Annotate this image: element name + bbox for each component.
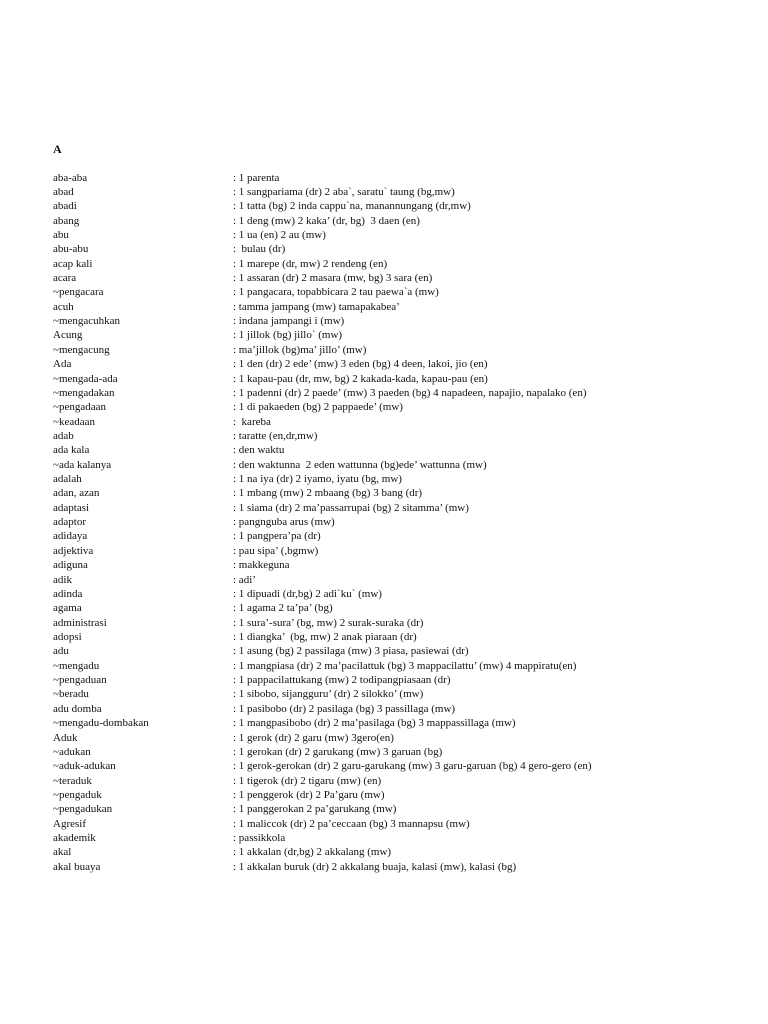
dictionary-entry [53,802,753,816]
entry-term: abang [53,214,80,227]
entry-definition: : 1 assaran (dr) 2 masara (mw, bg) 3 sara (en) [233,272,433,285]
entry-definition: : 1 panggerokan 2 pa’garukang (mw) [233,803,397,816]
entry-term: acap kali [53,257,93,270]
entry-definition: : 1 sibobo, sijangguru’ (dr) 2 silokko’ (mw) [233,688,424,701]
entry-term: abad [53,185,74,198]
dictionary-entry [53,501,753,515]
entry-term: adik [53,573,72,586]
entry-term: adiguna [53,559,88,572]
entry-definition: : pau sipa’ (,bgmw) [233,544,319,557]
entry-term: adalah [53,473,82,486]
entry-definition: : 1 mbang (mw) 2 mbaang (bg) 3 bang (dr) [233,487,423,500]
dictionary-entry [53,573,753,587]
dictionary-entry [53,242,753,256]
entry-definition: : indana jampangi i (mw) [233,315,345,328]
entry-term: adopsi [53,631,82,643]
dictionary-entry [53,271,753,285]
dictionary-entry [53,429,753,443]
entry-term: abadi [53,200,77,213]
dictionary-entry [53,529,753,543]
entry-term: ~pengaduan [53,674,107,687]
dictionary-entry [53,515,753,529]
dictionary-entry [53,630,753,644]
entry-definition: : kareba [233,415,271,428]
entry-term: Agresif [53,817,86,830]
entry-term: ~mengadu [53,659,100,672]
entry-term: acuh [53,300,74,313]
entry-term: akademik [53,832,96,845]
dictionary-entry [53,171,753,185]
entry-term: Acung [53,329,83,342]
entry-term: akal buaya [53,860,101,873]
entry-definition: : 1 di pakaeden (bg) 2 pappaede’ (mw) [233,401,403,414]
dictionary-entry [53,716,753,730]
dictionary-entry [53,285,753,299]
dictionary-entry [53,458,753,472]
entry-definition: : ma’jillok (bg)ma’ jillo’ (mw) [233,343,367,356]
entry-term: ~mengadu-dombakan [53,717,149,730]
entry-definition: : 1 mangpasibobo (dr) 2 ma’pasilaga (bg) 3 mappassillaga (mw) [233,717,516,730]
entry-definition: : 1 agama 2 ta’pa’ (bg) [233,602,333,615]
entry-term: ~teraduk [53,774,92,787]
dictionary-entry [53,817,753,831]
entry-term: abu [53,228,69,241]
entry-definition: : 1 penggerok (dr) 2 Pa’garu (mw) [233,788,385,801]
entry-term: adan, azan [53,487,100,500]
dictionary-entry [53,400,753,414]
dictionary-entry [53,199,753,213]
dictionary-entry [53,731,753,745]
entry-term: ~keadaan [53,415,95,428]
entry-definition: : passikkola [233,832,286,845]
dictionary-entry [53,314,753,328]
dictionary-entry [53,443,753,457]
entry-definition: : 1 kapau-pau (dr, mw, bg) 2 kakada-kada, kapau-pau (en) [233,372,488,385]
entry-term: agama [53,602,82,615]
entry-definition: : 1 gerok (dr) 2 garu (mw) 3gero(en) [233,731,394,744]
entry-definition: : 1 pangpera’pa (dr) [233,530,321,543]
dictionary-entry [53,702,753,716]
entry-term: ~pengadaan [53,401,106,414]
entry-definition: : 1 maliccok (dr) 2 pa’ceccaan (bg) 3 mannapsu (mw) [233,817,470,830]
entry-term: ~ada kalanya [53,458,112,471]
section-letter-heading: A [53,142,62,156]
dictionary-entry [53,372,753,386]
dictionary-entry [53,644,753,658]
entry-definition: : 1 pappacilattukang (mw) 2 todipangpiasaan (dr) [233,674,451,687]
dictionary-entry [53,357,753,371]
dictionary-entry [53,601,753,615]
dictionary-entry [53,587,753,601]
entry-definition: : den waktunna 2 eden wattunna (bg)ede’ wattunna (mw) [233,458,487,471]
dictionary-entry-list [53,171,753,875]
dictionary-entry [53,774,753,788]
entry-term: ~mengacuhkan [53,315,121,328]
entry-definition: : taratte (en,dr,mw) [233,429,318,442]
dictionary-entry [53,860,753,874]
entry-term: ~mengacung [53,343,110,356]
entry-definition: : 1 parenta [233,171,280,184]
dictionary-entry [53,257,753,271]
dictionary-entry [53,745,753,759]
entry-term: ~adukan [53,745,91,758]
entry-definition: : 1 tigerok (dr) 2 tigaru (mw) (en) [233,774,382,787]
dictionary-entry [53,831,753,845]
entry-definition: : 1 sura’-sura’ (bg, mw) 2 surak-suraka (dr) [233,616,424,629]
entry-term: ~beradu [53,688,89,701]
entry-term: adab [53,429,74,442]
dictionary-entry [53,544,753,558]
dictionary-entry [53,687,753,701]
entry-term: adidaya [53,530,88,543]
entry-term: Aduk [53,731,78,744]
entry-term: ~aduk-adukan [53,760,116,773]
entry-definition: : makkeguna [233,559,290,572]
entry-definition: : 1 akkalan buruk (dr) 2 akkalang buaja, kalasi (mw), kalasi (bg) [233,860,517,873]
entry-definition: : adi’ [233,573,256,586]
dictionary-entry [53,788,753,802]
entry-definition: : den waktu [233,444,285,457]
entry-definition: : 1 tatta (bg) 2 inda cappu`na, manannungang (dr,mw) [233,200,471,213]
entry-definition: : 1 den (dr) 2 ede’ (mw) 3 eden (bg) 4 deen, lakoi, jio (en) [233,358,488,371]
entry-term: adu [53,645,69,658]
dictionary-entry [53,185,753,199]
entry-definition: : 1 jillok (bg) jillo` (mw) [233,329,343,342]
entry-term: ada kala [53,444,90,457]
dictionary-entry [53,300,753,314]
entry-term: ~mengada-ada [53,372,118,385]
entry-term: adjektiva [53,544,94,557]
entry-definition: : 1 padenni (dr) 2 paede’ (mw) 3 paeden (bg) 4 napadeen, napajio, napalako (en) [233,386,587,399]
entry-definition: : pangnguba arus (mw) [233,516,335,529]
entry-definition: : 1 gerokan (dr) 2 garukang (mw) 3 garuan (bg) [233,745,443,758]
entry-term: ~pengacara [53,286,104,299]
entry-term: adaptasi [53,501,90,514]
dictionary-entry [53,386,753,400]
entry-term: adu domba [53,702,102,715]
entry-term: ~mengadakan [53,386,115,399]
entry-term: ~pengadukan [53,803,113,816]
entry-definition: : 1 asung (bg) 2 passilaga (mw) 3 piasa, pasiewai (dr) [233,645,469,658]
entry-definition: : 1 ua (en) 2 au (mw) [233,228,326,241]
entry-definition: : 1 sangpariama (dr) 2 aba`, saratu` taung (bg,mw) [233,185,455,198]
dictionary-entry [53,343,753,357]
entry-term: abu-abu [53,243,89,256]
entry-term: administrasi [53,616,107,629]
entry-term: ~pengaduk [53,788,102,801]
entry-term: aba-aba [53,171,88,184]
dictionary-entry [53,415,753,429]
dictionary-entry [53,558,753,572]
entry-definition: : 1 marepe (dr, mw) 2 rendeng (en) [233,257,388,270]
dictionary-entry [53,845,753,859]
entry-definition: : 1 gerok-gerokan (dr) 2 garu-garukang (mw) 3 garu-garuan (bg) 4 gero-gero (en) [233,760,592,773]
dictionary-entry [53,616,753,630]
entry-definition: : 1 deng (mw) 2 kaka’ (dr, bg) 3 daen (en) [233,214,420,227]
dictionary-entry [53,659,753,673]
entry-term: acara [53,272,77,285]
entry-definition: : 1 pasibobo (dr) 2 pasilaga (bg) 3 passillaga (mw) [233,702,456,715]
dictionary-entry [53,759,753,773]
entry-definition: : 1 dipuadi (dr,bg) 2 adi`ku` (mw) [233,587,382,600]
entry-term: adinda [53,587,83,600]
dictionary-entry [53,328,753,342]
entry-definition: : 1 diangka’ (bg, mw) 2 anak piaraan (dr) [233,631,417,643]
entry-definition: : bulau (dr) [233,243,286,256]
dictionary-entry [53,214,753,228]
dictionary-entry [53,472,753,486]
entry-term: Ada [53,358,72,371]
entry-term: akal [53,846,72,859]
entry-definition: : 1 siama (dr) 2 ma’passarrupai (bg) 2 sitamma’ (mw) [233,501,469,514]
entry-definition: : 1 na iya (dr) 2 iyamo, iyatu (bg, mw) [233,473,402,486]
entry-definition: : tamma jampang (mw) tamapakabea’ [233,300,400,313]
dictionary-entry [53,228,753,242]
entry-term: adaptor [53,516,86,529]
entry-definition: : 1 akkalan (dr,bg) 2 akkalang (mw) [233,846,392,859]
dictionary-entry [53,673,753,687]
dictionary-entry [53,486,753,500]
entry-definition: : 1 pangacara, topabbicara 2 tau paewa`a (mw) [233,286,439,299]
entry-definition: : 1 mangpiasa (dr) 2 ma’pacilattuk (bg) 3 mappacilattu’ (mw) 4 mappiratu(en) [233,659,577,672]
